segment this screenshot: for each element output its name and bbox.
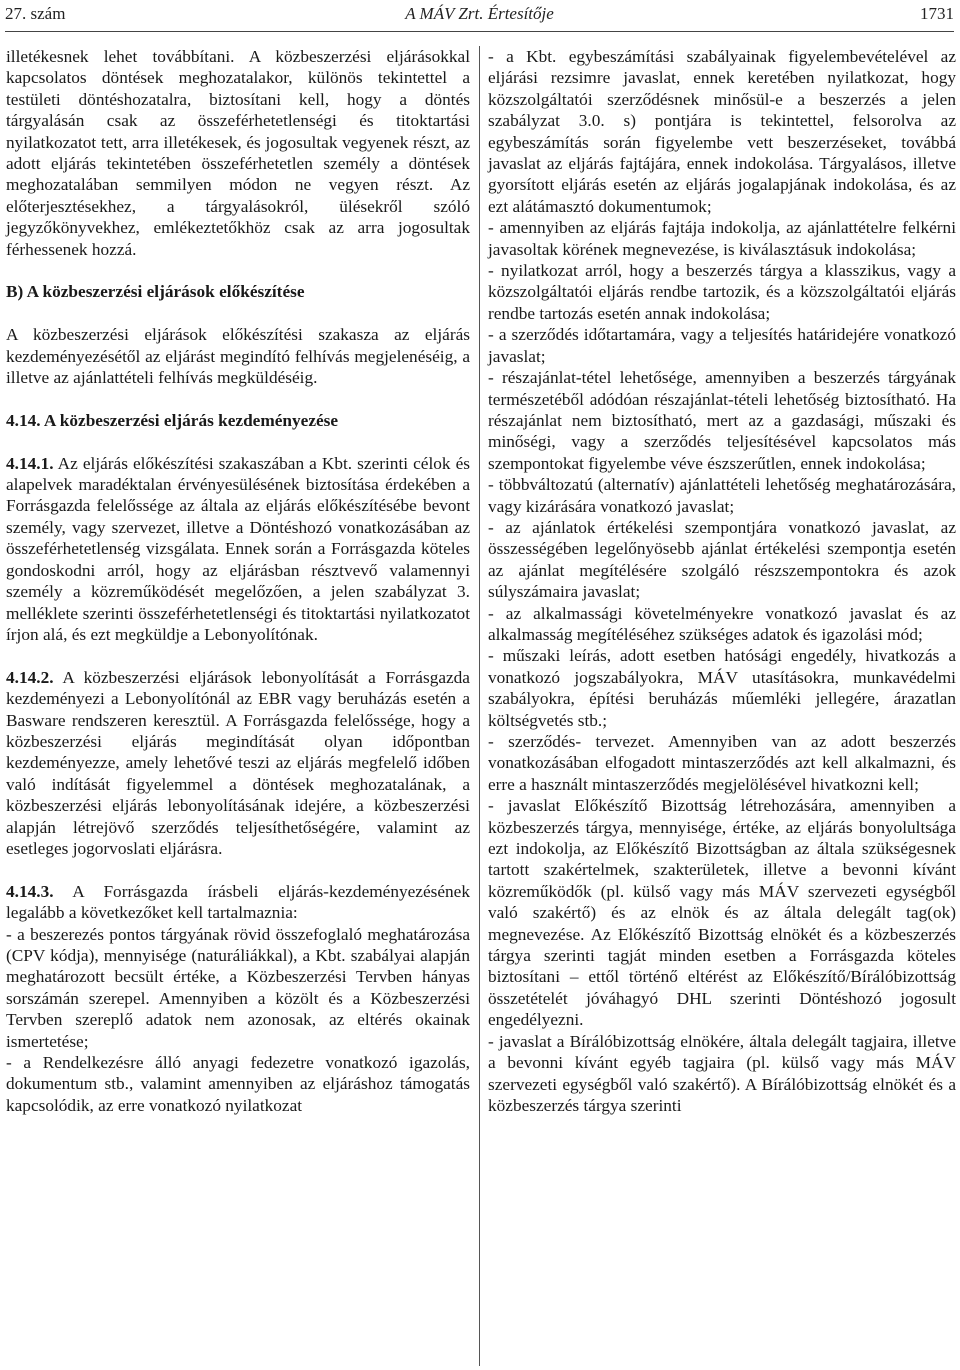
list-item: - az ajánlatok értékelési szempontjára vonatkozó javaslat, az összességében legelőnyösebb ajánlat értékelési szempontja esetén az ajánlat megítélésére szolgáló részszempontokra és azok súlyszámaira javaslat; [488, 517, 956, 602]
publication-title: A MÁV Zrt. Értesítője [405, 4, 554, 23]
list-item: - amennyiben az eljárás fajtája indokolja, az ajánlattételre felkérni javasoltak körének megnevezése, is kiválasztásuk indokolása; [488, 218, 956, 259]
paragraph-text: A közbeszerzési eljárások lebonyolítását a Forrásgazda kezdeményezi a Lebonyolítónál az EBR vagy beruházás esetén a Basware rendszeren keresztül. A Forrásgazda felelőssége, hogy a közbeszerzési eljárás megindítását olyan időpontban kezdeményezze, amely lehetővé teszi az eljárás megfelelő időben való indítását figyelemmel a döntések meghozatalának, a közbeszerzési eljárás lebonyolításának idejére, a közbeszerzési alapján létrejövő szerződés teljesíthetőségére, valamint az esetleges jogorvoslati eljárásra. [6, 667, 470, 858]
paragraph-4-14-3 [6, 881, 470, 924]
paragraph-text: Az eljárás előkészítési szakaszában a Kbt. szerinti célok és alapelvek maradéktalan érvényesülésének biztosítása érdekében a Forrásgazda felelőssége az általa az eljárás előkészítésébe bevont személy, vagy szervezet, illetve a Döntéshozó vonatkozásában az összeférhetetlenség vizsgálata. Ennek során a Forrásgazda köteles gondoskodni arról, hogy az eljárásban résztvevő valamennyi személy a közreműködését megelőzően, a jelen szabályzat 3. melléklete szerinti összeférhetetlenségi és titoktartási nyilatkozatot írjon alá, és ezt megküldje a Lebonyolítónak. [6, 453, 470, 644]
paragraph-text: A Forrásgazda írásbeli eljárás-kezdeményezésének legalább a következőket kell tartalmaznia: [6, 881, 470, 923]
list-item: - szerződés- tervezet. Amennyiben van az adott beszerzés vonatkozásában elfogadott mintaszerződés azt kell alkalmazni, és erre a használt mintaszerződés megjelölésével hivatkozni kell; [488, 732, 956, 794]
paragraph-number: 4.14.2. [6, 667, 54, 687]
paragraph-4-14-1 [6, 453, 470, 646]
page-number: 1731 [920, 4, 954, 23]
issue-number: 27. szám [5, 4, 66, 23]
intro-paragraph: illetékesnek lehet továbbítani. A közbeszerzési eljárásokkal kapcsolatos döntések meghozatalakor, különös tekintettel a testületi döntéshozatalra, biztosítani kell, hogy a döntés tárgyalásán csak az összeférhetetlenségi és titoktartási nyilatkozatot tett, arra illetékesek, és jogosultak vegyenek részt, az adott eljárás tekintetében összeférhetetlen személy a döntések meghozatalában semmilyen módon ne vegyen részt. Az előterjesztésekhez, a tárgyalásokról, ülésekről szóló jegyzőkönyvekhez, emlékeztetőkhöz csak az arra jogosultak férhessenek hozzá. [6, 47, 470, 259]
column-divider [479, 46, 480, 1366]
section-b-paragraph: A közbeszerzési eljárások előkészítési szakasza az eljárás kezdeményezésétől az eljárást megindító felhívás megjelenéséig, a illetve az ajánlattételi felhívás megküldéséig. [6, 325, 470, 388]
list-item: - a beszerezés pontos tárgyának rövid összefoglaló meghatározása (CPV kódja), mennyisége (naturáliákkal), a Kbt. szabályai alapján meghatározott becsült értéke, a Közbeszerzési Tervben hányas sorszámán szerepel. Amennyiben a közölt és a Közbeszerzési Tervben szereplő adatok nem azonosak, az eltérés okainak ismertetése; [6, 924, 470, 1051]
list-item: - a Kbt. egybeszámítási szabályainak figyelembevételével az eljárási rezsimre javaslat, ennek keretében nyilatkozat, hogy közszolgáltatói szerződésnek minősül-e a beszerzés a jelen szabályzat 3.0. s) pontjára is tekintettel, felsorolva az egybeszámítás során figyelembe vett beszerzéseket, továbbá javaslat az eljárás fajtájára, ennek indokolása. Tárgyalásos, illetve gyorsított eljárás esetén az eljárás jogalapjának indokolása, és az ezt alátámasztó dokumentumok; [488, 47, 956, 216]
right-column [488, 46, 956, 1116]
paragraph-number: 4.14.3. [6, 881, 54, 901]
left-column [6, 46, 470, 1116]
list-item: - műszaki leírás, adott esetben hatósági engedély, hivatkozás a vonatkozó jogszabályokra, MÁV utasításokra, munkavédelmi szabályokra, építési beruházás műemléki jellegére, árazatlan költségvetés stb.; [488, 646, 956, 730]
paragraph-4-14-2 [6, 667, 470, 860]
paragraph-number: 4.14.1. [6, 453, 54, 473]
page-header [5, 4, 954, 28]
section-heading-b: B) A közbeszerzési eljárások előkészítése [6, 282, 305, 302]
list-item: - részajánlat-tétel lehetősége, amennyiben a beszerzés tárgyának természetéből adódóan részajánlat-tételi lehetőség biztosítható. Ha részajánlat nem biztosítható, mert az a gazdasági, műszaki és minőségi, vagy a szerződés teljesítésével kapcsolatos más szempontokat figyelembe véve észszerűtlen, ennek indokolása; [488, 368, 956, 473]
header-rule [5, 31, 954, 32]
list-item: - a szerződés időtartamára, vagy a teljesítés határidejére vonatkozó javaslat; [488, 325, 956, 366]
list-item: - az alkalmassági követelményekre vonatkozó javaslat és az alkalmasság megítéléséhez szükséges adatok és igazolási mód; [488, 603, 956, 644]
list-item: - többváltozatú (alternatív) ajánlattételi lehetőség meghatározására, vagy kizárására vonatkozó javaslat; [488, 475, 956, 516]
list-item: - javaslat Előkészítő Bizottság létrehozására, amennyiben a közbeszerzés tárgya, mennyisége, értéke, az eljárás bonyolultsága ezt indokolja, az Előkészítő Bizottságban az általa szükségesnek tartott szakértelmek, szakterületek, illetve a bevonni kívánt közreműködők (pl. külső vagy más MÁV szervezeti egységből való szakértő) és az elnök és az általa delegált tag(ok) megnevezése. Az Előkészítő Bizottság elnökét és a közbeszerzés tárgya szerinti tagját minden esetben a Forrásgazda köteles biztosítani – ettől történő eltérést az Előkészítő/Bírálóbizottság összetételét jóváhagyó DHL szerinti Döntéshozó jogosult engedélyezni. [488, 796, 956, 1030]
section-heading-4-14: 4.14. A közbeszerzési eljárás kezdeményezése [6, 410, 339, 430]
list-item: - a Rendelkezésre álló anyagi fedezetre vonatkozó igazolás, dokumentum stb., valamint amennyiben az eljáráshoz támogatás kapcsolódik, az erre vonatkozó nyilatkozat [6, 1053, 470, 1115]
list-item: - javaslat a Bírálóbizottság elnökére, általa delegált tagjaira, illetve a bevonni kívánt egyéb tagjaira (pl. külső vagy más MÁV szervezeti egységből való szakértő). A Bírálóbizottság elnökét és a közbeszerzés tárgya szerinti [488, 1031, 956, 1115]
list-item: - nyilatkozat arról, hogy a beszerzés tárgya a klasszikus, vagy a közszolgáltatói eljárás rendbe tartozik, és a közszolgáltatói eljárás rendbe tartozás esetén annak indokolása; [488, 261, 956, 323]
